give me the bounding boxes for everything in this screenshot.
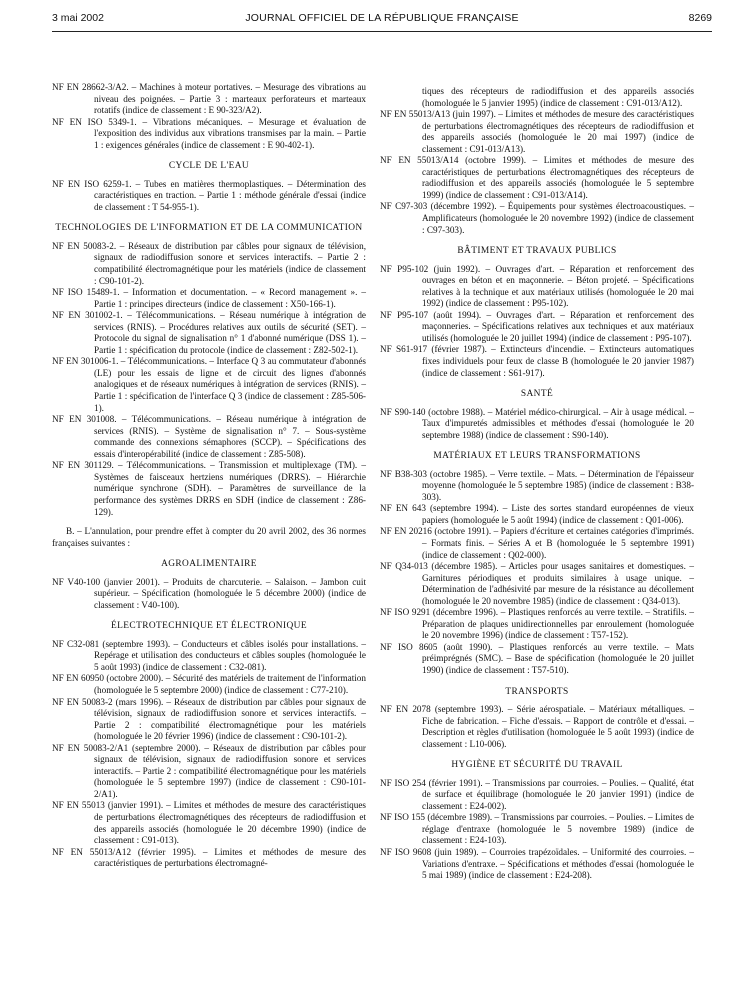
standard-entry-continuation: tiques des récepteurs de radiodiffusion et des appareils associés (homologuée le 5 janvier 1995) (indice de classement : C91-013/A12). bbox=[422, 86, 694, 108]
standard-entry: NF P95-102 (juin 1992). – Ouvrages d'art. – Réparation et renforcement des ouvrages en béton et en maçonnerie. – Béton projeté. – Spécifications relatives à la technique et aux matériaux utilisés (homologuée le 20 mai 1992) (indice de classement : P95-102). bbox=[380, 263, 694, 309]
standard-entry: NF ISO 155 (décembre 1989). – Transmissions par courroies. – Poulies. – Limites de réglage d'entraxe (homologuée le 5 novembre 1989) (indice de classement : E24-103). bbox=[380, 812, 694, 846]
standard-entry: NF EN 60950 (octobre 2000). – Sécurité des matériels de traitement de l'information (homologuée le 5 septembre 2000) (indice de classement : C77-210). bbox=[52, 673, 366, 695]
standard-entry: NF S61-917 (février 1987). – Extincteurs d'incendie. – Extincteurs automatiques fixes individuels pour feux de classe B (homologuée le 20 janvier 1987) (indice de classement : S61-917). bbox=[380, 344, 694, 378]
paragraph: B. – L'annulation, pour prendre effet à compter du 20 avril 2002, des 36 normes françaises suivantes : bbox=[52, 526, 366, 548]
standard-entry: NF EN 50083-2/A1 (septembre 2000). – Réseaux de distribution par câbles pour signaux de télévision, signaux de radiodiffusion sonore et services interactifs. – Partie 2 : compatibilité électromagnétique pour les matériels (homologuée le 5 septembre 1997) (indice de classement : C90-101-2/A1). bbox=[52, 742, 366, 799]
standard-entry: NF ISO 8605 (août 1990). – Plastiques renforcés au verre textile. – Mats préimprégnés (SMC). – Base de spécification (homologuée le 20 juillet 1990) (indice de classement : T57-510). bbox=[380, 641, 694, 676]
standard-entry: NF B38-303 (octobre 1985). – Verre textile. – Mats. – Détermination de l'épaisseur moyenne (homologuée le 5 septembre 1985) (indice de classement : B38-303). bbox=[380, 468, 694, 502]
standard-entry: NF EN 643 (septembre 1994). – Liste des sortes standard européennes de vieux papiers (homologuée le 5 août 1994) (indice de classement : Q01-006). bbox=[380, 503, 694, 525]
standard-entry: NF EN 55013/A13 (juin 1997). – Limites et méthodes de mesure des caractéristiques de perturbations électromagnétiques des récepteurs de radiodiffusion et des appareils associés (homologuée le 20 mai 1997) (indice de classement : C91-013/A13). bbox=[380, 109, 694, 154]
page-number: 8269 bbox=[688, 12, 712, 24]
standard-entry: NF EN 55013/A14 (octobre 1999). – Limites et méthodes de mesure des caractéristiques de perturbations électromagnétiques des récepteurs de radiodiffusion et des appareils associés (homologuée le 5 septembre 1999) (indice de classement : C91-013/A14). bbox=[380, 155, 694, 200]
standard-entry: NF EN 2078 (septembre 1993). – Série aérospatiale. – Matériaux métalliques. – Fiche de fabrication. – Fiche d'essais. – Rapport de contrôle et d'essai. – Description et règles d'utilisation (homologuée le 5 août 1993) (indice de classement : L10-006). bbox=[380, 704, 694, 749]
standard-entry: NF ISO 9608 (juin 1989). – Courroies trapézoïdales. – Uniformité des courroies. – Variations d'entraxe. – Spécifications et méthodes d'essai (homologuée le 5 mai 1989) (indice de classement : E24-208). bbox=[380, 847, 694, 881]
journal-title: JOURNAL OFFICIEL DE LA RÉPUBLIQUE FRANÇAISE bbox=[245, 12, 519, 24]
standard-entry: NF P95-107 (août 1994). – Ouvrages d'art. – Réparation et renforcement des maçonneries. – Spécifications relatives aux techniques et aux matériaux utilisés (homologuée le 20 juillet 1994) (indice de classement : P95-107). bbox=[380, 309, 694, 343]
right-column bbox=[380, 86, 694, 882]
standard-entry: NF EN 301002-1. – Télécommunications. – Réseau numérique à intégration de services (RNIS). – Procédures relatives aux outils de sécurité (SET). – Protocole du signal de signalisation n° 1 d'abonné numérique (DSS 1). – Partie 1 : spécification du protocole (indice de classement : Z82-502-1). bbox=[52, 310, 366, 355]
standard-entry: NF EN 55013/A12 (février 1995). – Limites et méthodes de mesure des caractéristiques de perturbations électromagné- bbox=[52, 846, 366, 869]
section-title: AGROALIMENTAIRE bbox=[161, 559, 257, 570]
standard-entry: NF EN 55013 (janvier 1991). – Limites et méthodes de mesure des caractéristiques de perturbations électromagnétiques des récepteurs de radiodiffusion et des appareils associés (homologuée le 20 décembre 1990) (indice de classement : C91-013). bbox=[52, 800, 366, 846]
standard-entry: NF ISO 15489-1. – Information et documentation. – « Record management ». – Partie 1 : principes directeurs (indice de classement : X50-166-1). bbox=[52, 287, 366, 309]
standard-entry: NF Q34-013 (décembre 1985). – Articles pour usages sanitaires et domestiques. – Garnitures périodiques et produits similaires à usage unique. – Détermination de l'adhésivité par mesure de la résistance au décollement (homologuée le 20 novembre 1985) (indice de classement : Q34-013). bbox=[380, 561, 694, 606]
issue-date: 3 mai 2002 bbox=[52, 12, 104, 24]
standard-entry: NF ISO 254 (février 1991). – Transmissions par courroies. – Poulies. – Qualité, état de surface et équilibrage (homologuée le 20 janvier 1991) (indice de classement : E24-002). bbox=[380, 777, 694, 811]
header-rule bbox=[52, 31, 712, 32]
standard-entry: NF EN 20216 (octobre 1991). – Papiers d'écriture et certaines catégories d'imprimés. – Formats finis. – Séries A et B (homologuée le 5 septembre 1991) (indice de classement : Q02-000). bbox=[380, 526, 694, 560]
standard-entry: NF EN ISO 6259-1. – Tubes en matières thermoplastiques. – Détermination des caractéristiques en traction. – Partie 1 : méthode générale d'essai (indice de classement : T 54-955-1). bbox=[52, 178, 366, 212]
standard-entry: NF EN ISO 5349-1. – Vibrations mécaniques. – Mesurage et évaluation de l'exposition des individus aux vibrations transmises par la main. – Partie 1 : exigences générales (indice de classement : E 90-402-1). bbox=[52, 116, 366, 150]
section-title: CYCLE DE L'EAU bbox=[168, 161, 250, 172]
page-header bbox=[52, 12, 712, 28]
section-title: HYGIÈNE ET SÉCURITÉ DU TRAVAIL bbox=[451, 760, 623, 771]
standard-entry: NF V40-100 (janvier 2001). – Produits de charcuterie. – Salaison. – Jambon cuit supérieur. – Spécification (homologuée le 5 décembre 2000) (indice de classement : V40-100). bbox=[52, 576, 366, 610]
section-title: MATÉRIAUX ET LEURS TRANSFORMATIONS bbox=[433, 451, 641, 462]
standard-entry: NF EN 50083-2. – Réseaux de distribution par câbles pour signaux de télévision, signaux de radiodiffusion sonore et services interactifs. – Partie 2 : compatibilité électromagnétique pour les matériels (indice de classement : C90-101-2). bbox=[52, 240, 366, 286]
standard-entry: NF EN 301006-1. – Télécommunications. – Interface Q 3 au commutateur d'abonnés (LE) pour les essais de ligne et de circuit des lignes d'abonnés analogiques et de réseaux numériques à intégration de services (RNIS). – Partie 1 : spécification de l'interface Q 3 (indice de classement : Z85-506-1). bbox=[52, 356, 366, 413]
standard-entry: NF EN 301129. – Télécommunications. – Transmission et multiplexage (TM). – Systèmes de faisceaux hertziens numériques (DRRS). – Hiérarchie numérique synchrone (SDH). – Paramètres de surveillance de la performance des systèmes DRRS en SDH (indice de classement : Z86-129). bbox=[52, 460, 366, 517]
left-column bbox=[52, 82, 366, 870]
standard-entry: NF S90-140 (octobre 1988). – Matériel médico-chirurgical. – Air à usage médical. – Taux d'impuretés admissibles et méthodes d'essai (homologuée le 20 septembre 1988) (indice de classement : S90-140). bbox=[380, 406, 694, 440]
standard-entry: NF ISO 9291 (décembre 1996). – Plastiques renforcés au verre textile. – Stratifils. – Préparation de plaques unidirectionnelles par enroulement (homologuée le 20 novembre 1996) (indice de classement : T57-152). bbox=[380, 607, 694, 641]
section-title: TRANSPORTS bbox=[505, 686, 569, 697]
section-title: SANTÉ bbox=[520, 389, 554, 400]
section-title: TECHNOLOGIES DE L'INFORMATION ET DE LA COMMUNICATION bbox=[55, 223, 363, 234]
section-title: BÂTIMENT ET TRAVAUX PUBLICS bbox=[457, 246, 617, 257]
standard-entry: NF EN 301008. – Télécommunications. – Réseau numérique à intégration de services (RNIS). – Système de signalisation n° 7. – Sous-système commande des connexions sémaphores (SCCP). – Spécifications des essais d'interopérabilité (indice de classement : Z85-508). bbox=[52, 414, 366, 459]
standard-entry: NF EN 50083-2 (mars 1996). – Réseaux de distribution par câbles pour signaux de télévision, signaux de radiodiffusion sonore et services interactifs. – Partie 2 : compatibilité électromagnétique pour les matériels (homologuée le 20 février 1996) (indice de classement : C90-101-2). bbox=[52, 696, 366, 742]
standard-entry: NF C97-303 (décembre 1992). – Équipements pour systèmes électroacoustiques. – Amplificateurs (homologuée le 20 novembre 1992) (indice de classement : C97-303). bbox=[380, 201, 694, 235]
standard-entry: NF EN 28662-3/A2. – Machines à moteur portatives. – Mesurage des vibrations au niveau des poignées. – Partie 3 : marteaux perforateurs et marteaux rotatifs (indice de classement : E 90-323/A2). bbox=[52, 82, 366, 116]
section-title: ÉLECTROTECHNIQUE ET ÉLECTRONIQUE bbox=[111, 621, 307, 632]
standard-entry: NF C32-081 (septembre 1993). – Conducteurs et câbles isolés pour installations. – Repérage et utilisation des conducteurs et câbles souples (homologuée le 5 août 1993) (indice de classement : C32-081). bbox=[52, 638, 366, 672]
